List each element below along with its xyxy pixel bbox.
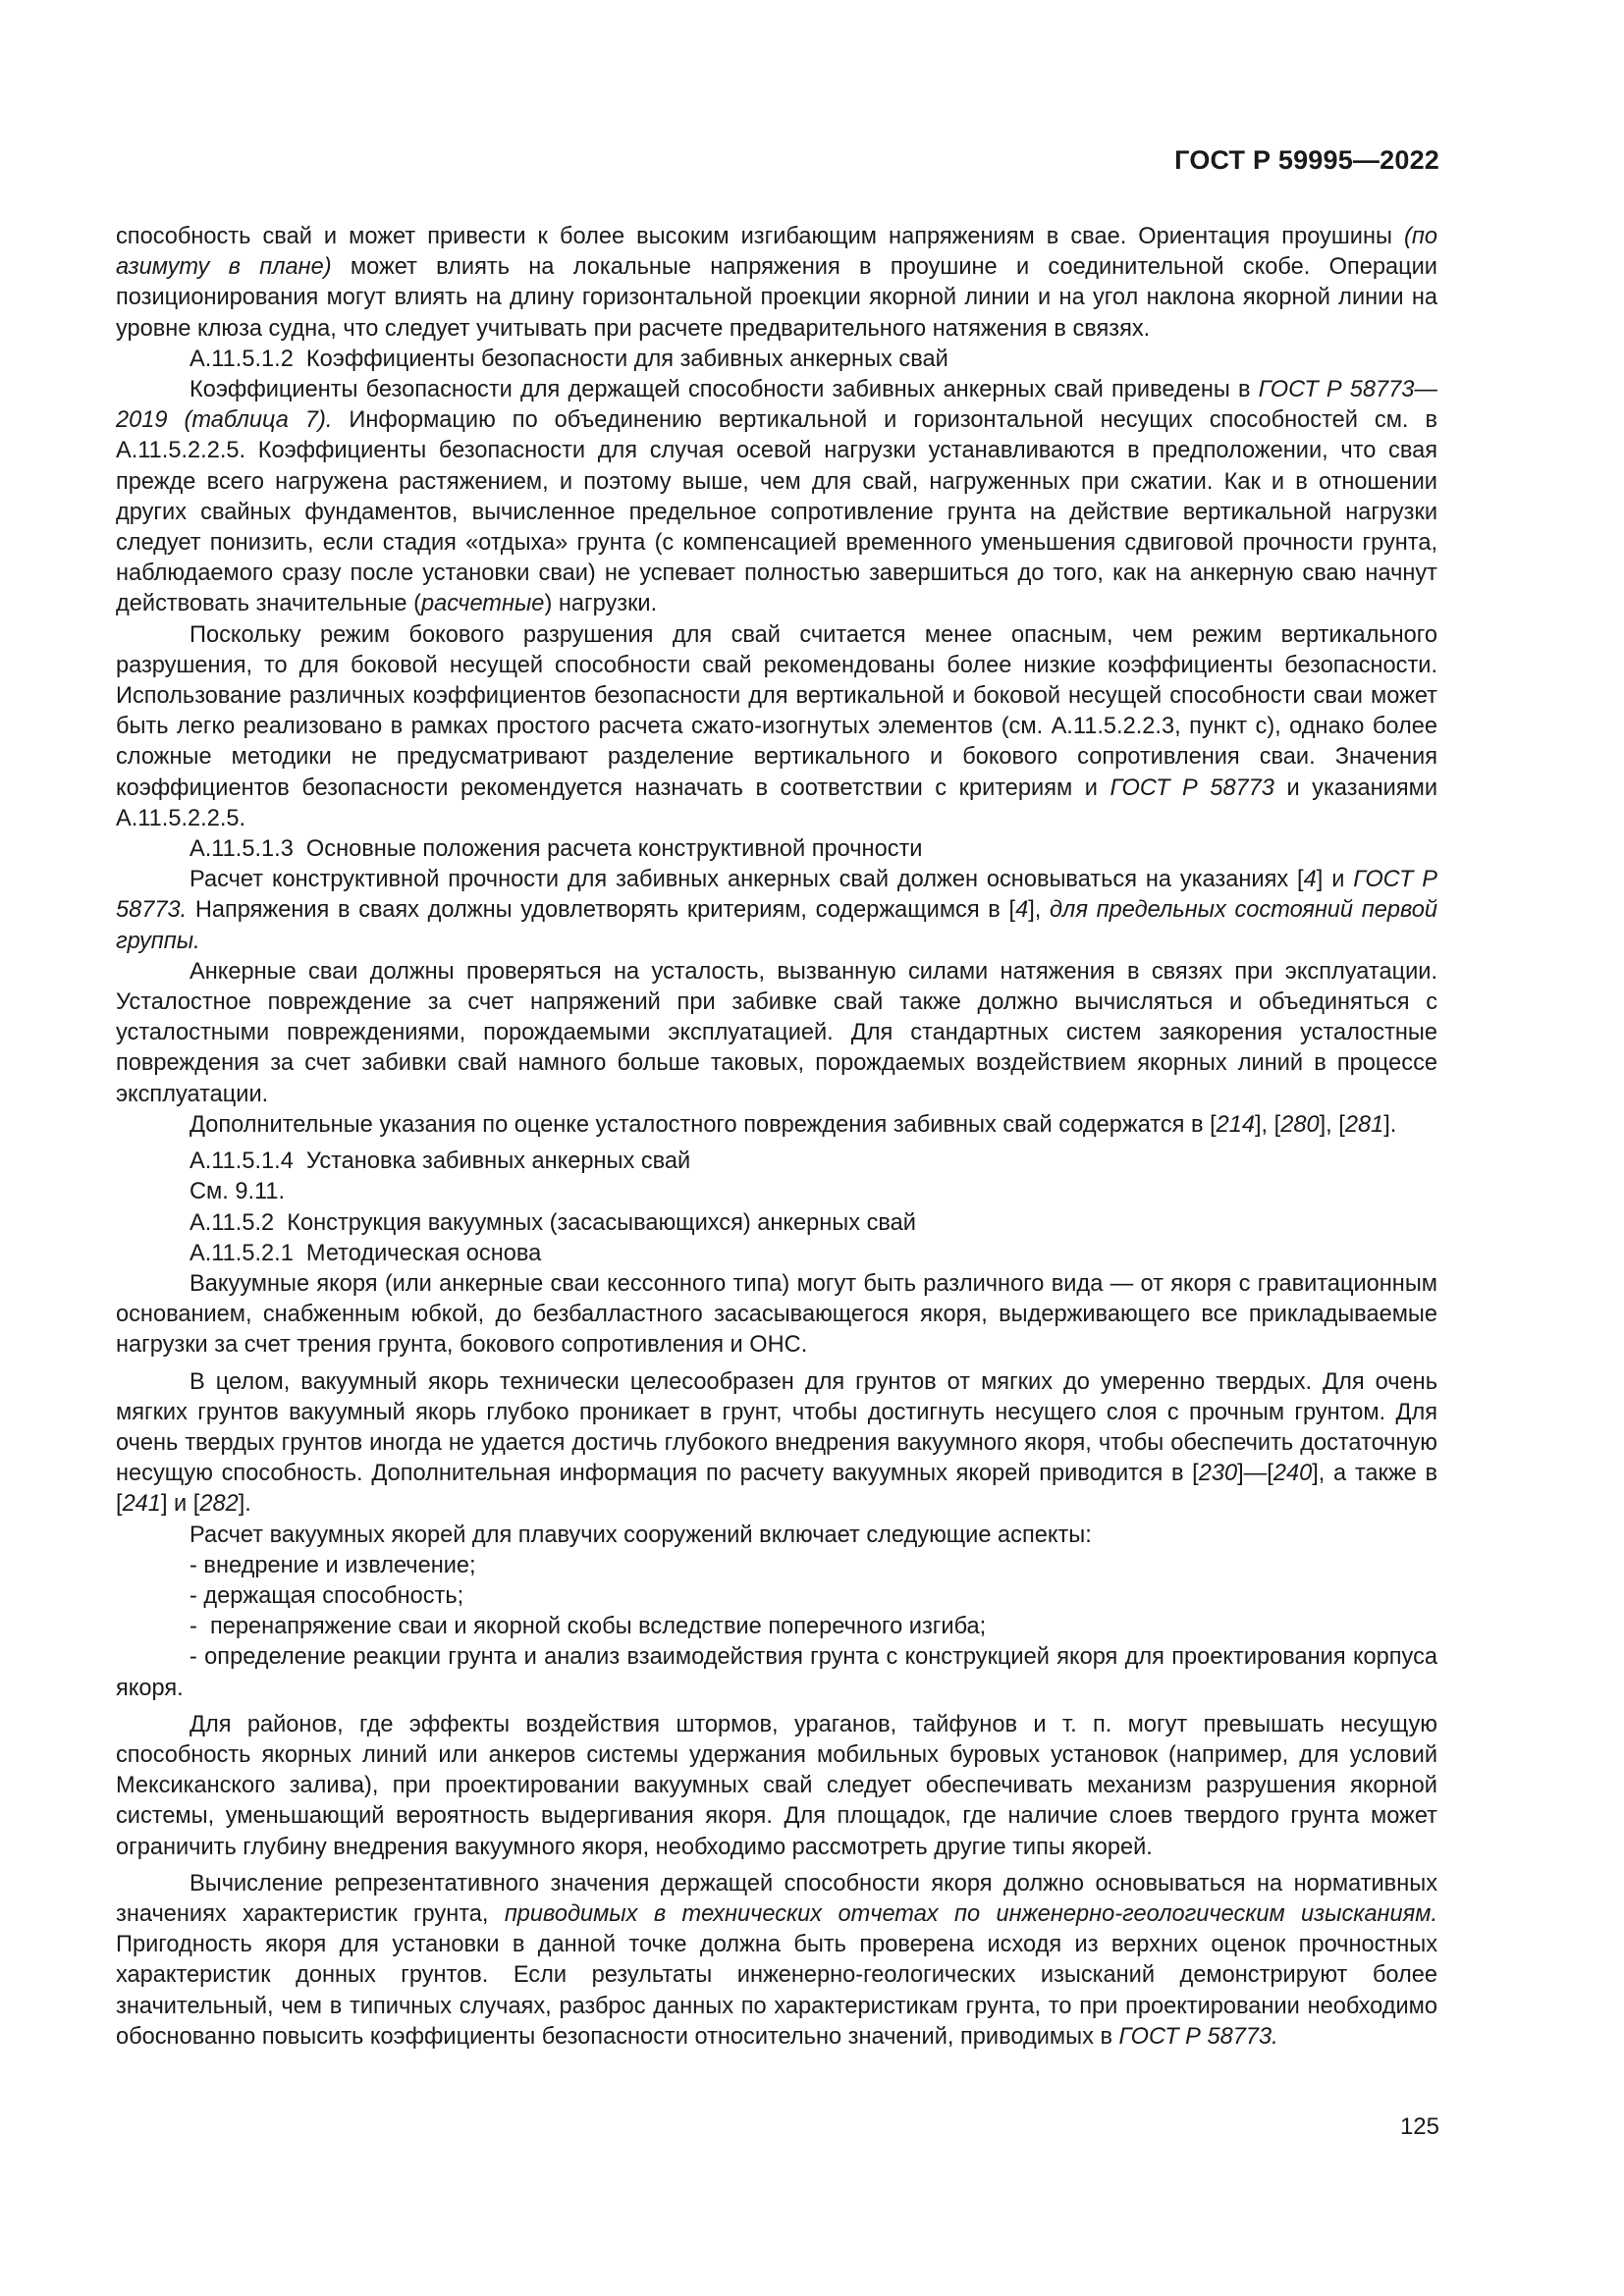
paragraph: Для районов, где эффекты воздействия штормов, ураганов, тайфунов и т. п. могут превышать несущую способность якорных линий или анкеров системы удержания мобильных буровых установок (например, для условий Мексиканского залива), при проектировании вакуумных свай следует обеспечивать механизм разрушения якорной системы, уменьшающий вероятность выдергивания якоря. Для площадок, где наличие слоев твердого грунта может ограничить глубину внедрения вакуумного якоря, необходимо рассмотреть другие типы якорей.: [116, 1711, 1437, 1860]
paragraph: - определение реакции грунта и анализ взаимодействия грунта с конструкцией якоря для проектирования корпуса якоря.: [116, 1644, 1437, 1701]
paragraph: Поскольку режим бокового разрушения для свай считается менее опасным, чем режим вертикального разрушения, то для боковой несущей способности свай рекомендованы более низкие коэффициенты безопасности. Использование различных коэффициентов безопасности для вертикальной и боковой несущей способности сваи может быть легко реализовано в рамках простого расчета сжато-изогнутых элементов (см. А.11.5.2.2.3, пункт c), однако более сложные методики не предусматривают разделение вертикального и бокового сопротивления сваи. Значения коэффициентов безопасности рекомендуется назначать в соответствии с критериям и ГОСТ Р 58773 и указаниями А.11.5.2.2.5.: [116, 621, 1437, 831]
paragraph: Расчет конструктивной прочности для забивных анкерных свай должен основываться на указаниях [4] и ГОСТ Р 58773. Напряжения в сваях должны удовлетворять критериям, содержащимся в [4], для предельных состояний первой группы.: [116, 867, 1437, 954]
paragraph: А.11.5.1.4 Установка забивных анкерных свай: [189, 1148, 691, 1175]
paragraph: А.11.5.2 Конструкция вакуумных (засасывающихся) анкерных свай: [189, 1209, 916, 1236]
document-code-header: ГОСТ Р 59995—2022: [1174, 145, 1439, 175]
paragraph: Коэффициенты безопасности для держащей способности забивных анкерных свай приведены в ГОСТ Р 58773—2019 (таблица 7). Информацию по объединению вертикальной и горизонтальной несущих способностей см. в А.11.5.2.2.5. Коэффициенты безопасности для случая осевой нагрузки устанавливаются в предположении, что свая прежде всего нагружена растяжением, и поэтому выше, чем для свай, нагруженных при сжатии. Как и в отношении других свайных фундаментов, вычисленное предельное сопротивление грунта на действие вертикальной нагрузки следует понизить, если стадия «отдыха» грунта (с компенсацией временного уменьшения сдвиговой прочности грунта, наблюдаемого сразу после установки сваи) не успевает полностью завершиться до того, как на анкерную сваю начнут действовать значительные (расчетные) нагрузки.: [116, 377, 1437, 617]
paragraph: Вакуумные якоря (или анкерные сваи кессонного типа) могут быть различного вида — от якоря с гравитационным основанием, снабженным юбкой, до безбалластного засасывающегося якоря, выдерживающего все прикладываемые нагрузки за счет трения грунта, бокового сопротивления и ОНС.: [116, 1270, 1437, 1359]
paragraph: А.11.5.1.3 Основные положения расчета конструктивной прочности: [189, 836, 923, 863]
paragraph: - внедрение и извлечение;: [189, 1552, 476, 1578]
paragraph: Анкерные сваи должны проверяться на усталость, вызванную силами натяжения в связях при эксплуатации. Усталостное повреждение за счет напряжений при забивке свай также должно вычисляться и объединяться с усталостными повреждениями, порождаемыми эксплуатацией. Для стандартных систем заякорения усталостные повреждения за счет забивки свай намного больше таковых, порождаемых воздействием якорных линий в процессе эксплуатации.: [116, 958, 1437, 1107]
page-number: 125: [1399, 2113, 1439, 2140]
paragraph: Дополнительные указания по оценке усталостного повреждения забивных свай содержатся в [214], [280], [281].: [189, 1111, 1397, 1138]
paragraph: способность свай и может привести к более высоким изгибающим напряжениям в свае. Ориентация проушины (по азимуту в плане) может влиять на локальные напряжения в проушине и соединительной скобе. Операции позиционирования могут влиять на длину горизонтальной проекции якорной линии и на угол наклона якорной линии на уровне клюза судна, что следует учитывать при расчете предварительного натяжения в связях.: [116, 224, 1437, 342]
paragraph: См. 9.11.: [189, 1179, 286, 1205]
paragraph: - перенапряжение сваи и якорной скобы вследствие поперечного изгиба;: [189, 1614, 987, 1640]
paragraph: В целом, вакуумный якорь технически целесообразен для грунтов от мягких до умеренно твердых. Для очень мягких грунтов вакуумный якорь глубоко проникает в грунт, чтобы достигнуть несущего слоя с прочным грунтом. Для очень твердых грунтов иногда не удается достичь глубокого внедрения вакуумного якоря, чтобы обеспечить достаточную несущую способность. Дополнительная информация по расчету вакуумных якорей приводится в [230]—[240], а также в [241] и [282].: [116, 1368, 1437, 1518]
paragraph: А.11.5.1.2 Коэффициенты безопасности для забивных анкерных свай: [189, 346, 948, 372]
document-body: [116, 222, 1437, 2053]
paragraph: - держащая способность;: [189, 1582, 464, 1609]
paragraph: А.11.5.2.1 Методическая основа: [189, 1240, 542, 1266]
paragraph: Вычисление репрезентативного значения держащей способности якоря должно основываться на нормативных значениях характеристик грунта, приводимых в технических отчетах по инженерно-геологическим изысканиям. Пригодность якоря для установки в данной точке должна быть проверена исходя из верхних оценок прочностных характеристик донных грунтов. Если результаты инженерно-геологических изысканий демонстрируют более значительный, чем в типичных случаях, разброс данных по характеристикам грунта, то при проектировании необходимо обоснованно повысить коэффициенты безопасности относительно значений, приводимых в ГОСТ Р 58773.: [116, 1870, 1437, 2050]
paragraph: Расчет вакуумных якорей для плавучих сооружений включает следующие аспекты:: [189, 1522, 1092, 1548]
